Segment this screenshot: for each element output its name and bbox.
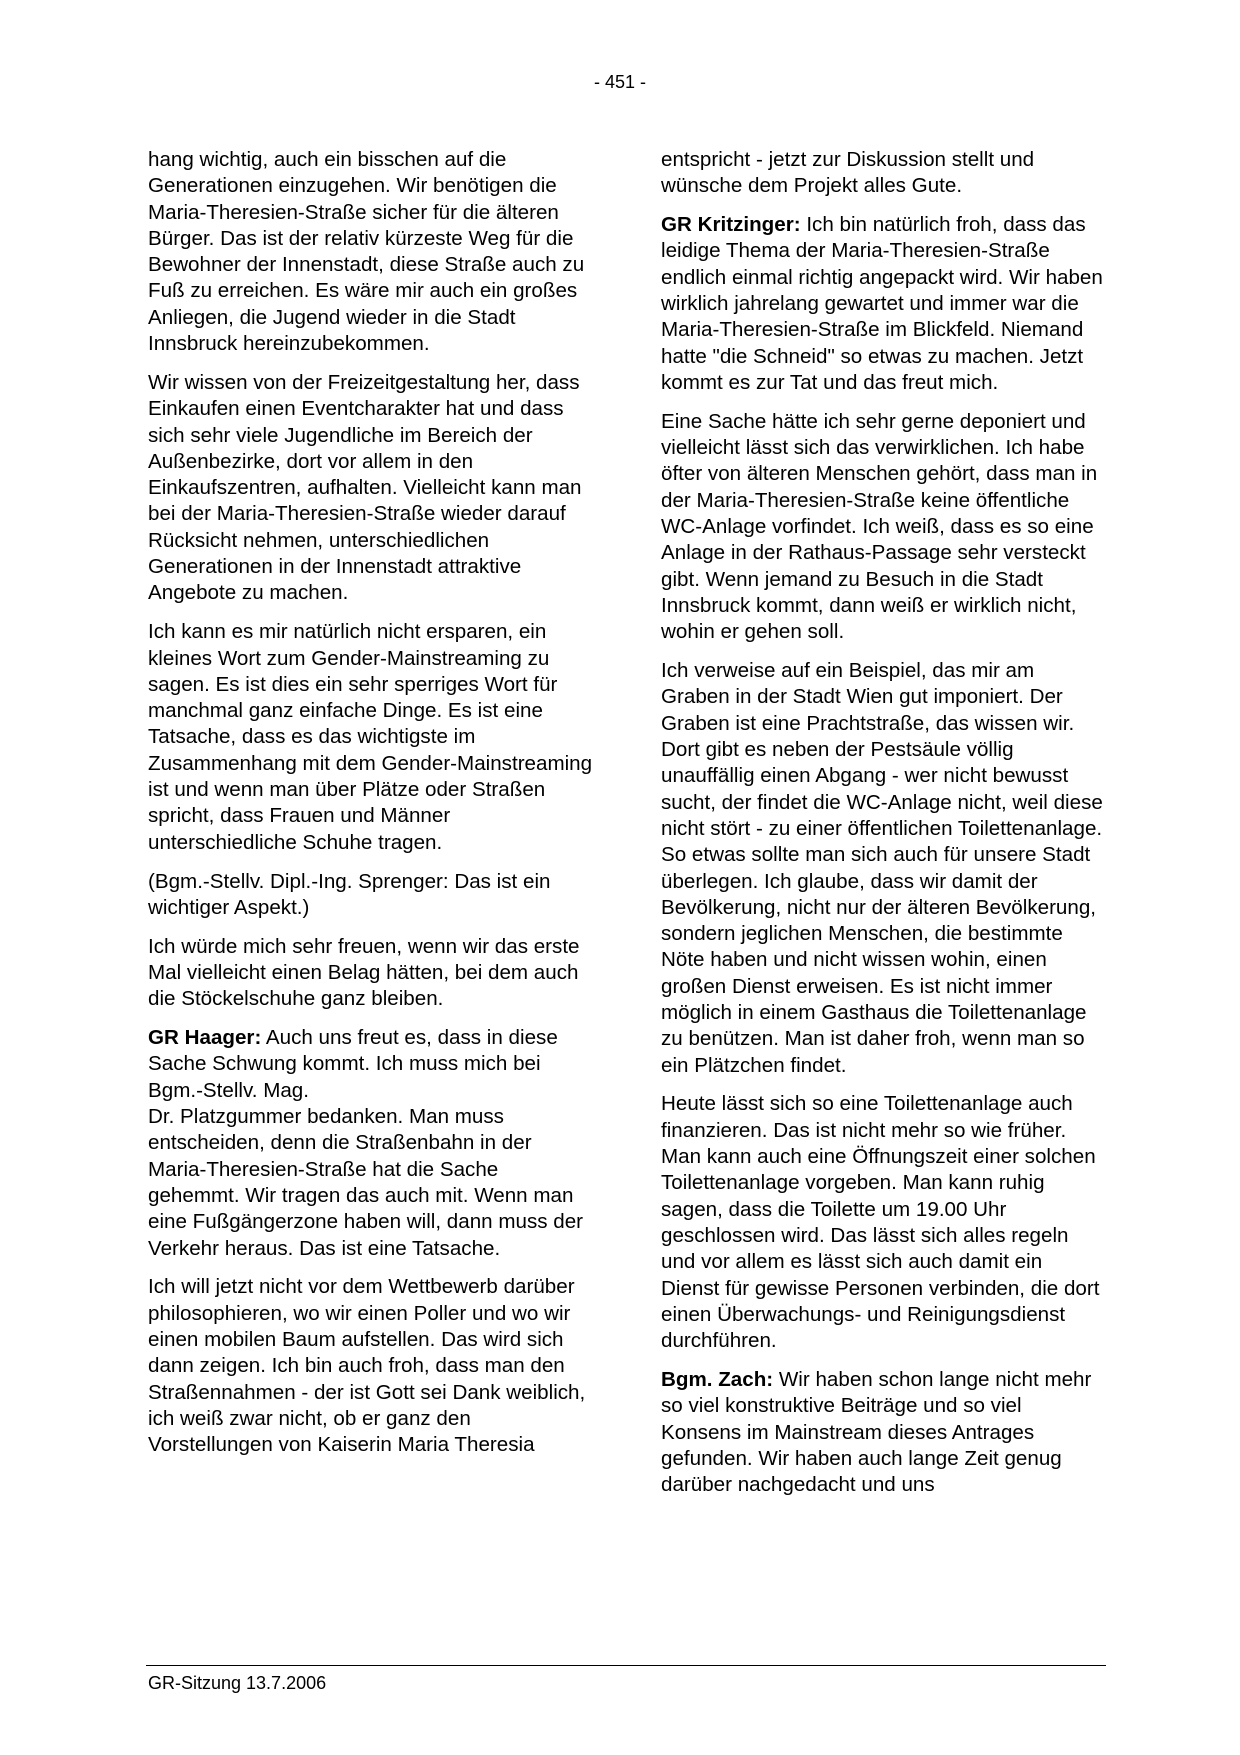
left-paragraph-4: (Bgm.-Stellv. Dipl.-Ing. Sprenger: Das ist ein wichtiger Aspekt.): [148, 869, 551, 919]
right-paragraph-4: Ich verweise auf ein Beispiel, das mir am Graben in der Stadt Wien gut imponiert. Der Graben ist eine Prachtstraße, das wissen wir. Dort gibt es neben der Pestsäule völlig unauffällig einen Abgang - wer nicht bewusst sucht, der findet die WC-Anlage nicht, weil diese nicht stört - zu einer öffentlichen Toilettenanlage. So etwas sollte man sich auch für unsere Stadt überlegen. Ich glaube, dass wir damit der Bevölkerung, nicht nur der älteren Bevölkerung, sondern jeglichen Menschen, die bestimmte Nöte haben und nicht wissen wohin, einen großen Dienst erweisen. Es ist nicht immer möglich in einem Gasthaus die Toilettenanlage zu benützen. Man ist daher froh, wenn man so ein Plätzchen findet.: [661, 659, 1103, 1077]
speaker-name: GR Haager:: [148, 1026, 262, 1050]
left-paragraph-1: hang wichtig, auch ein bisschen auf die Generationen einzugehen. Wir benötigen die Maria-Theresien-Straße sicher für die älteren Bürger. Das ist der relativ kürzeste Weg für die Bewohner der Innenstadt, diese Straße auch zu Fuß zu erreichen. Es wäre mir auch ein großes Anliegen, die Jugend wieder in die Stadt Innsbruck hereinzubekommen.: [148, 148, 585, 356]
speaker-name: GR Kritzinger:: [661, 213, 801, 237]
speech-text: Wir haben schon lange nicht mehr so viel konstruktive Beiträge und so viel Konsens im Mainstream dieses Antrages gefunden. Wir haben auch lange Zeit genug darüber nachgedacht und uns: [661, 1368, 1092, 1497]
left-paragraph-7: Ich will jetzt nicht vor dem Wettbewerb darüber philosophieren, wo wir einen Poller und wo wir einen mobilen Baum aufstellen. Das wird sich dann zeigen. Ich bin auch froh, dass man den Straßennahmen - der ist Gott sei Dank weiblich, ich weiß zwar nicht, ob er ganz den Vorstellungen von Kaiserin Maria Theresia: [148, 1275, 586, 1457]
footer-session-label: GR-Sitzung 13.7.2006: [148, 1673, 327, 1693]
page-number: - 451 -: [593, 72, 647, 92]
left-paragraph-3: Ich kann es mir natürlich nicht ersparen, ein kleines Wort zum Gender-Mainstreaming zu sagen. Es ist dies ein sehr sperriges Wort für manchmal ganz einfache Dinge. Es ist eine Tatsache, dass es das wichtigste im Zusammenhang mit dem Gender-Mainstreaming ist und wenn man über Plätze oder Straßen spricht, dass Frauen und Männer unterschiedliche Schuhe tragen.: [148, 620, 593, 854]
speech-text: Ich bin natürlich froh, dass das leidige Thema der Maria-Theresien-Straße endlich einmal richtig angepackt wird. Wir haben wirklich jahrelang gewartet und immer war die Maria-Theresien-Straße im Blickfeld. Niemand hatte "die Schneid" so etwas zu machen. Jetzt kommt es zur Tat und das freut mich.: [661, 213, 1103, 394]
right-paragraph-2: [661, 212, 1106, 396]
footer-divider: [146, 1665, 1106, 1666]
left-paragraph-6: [148, 1025, 593, 1262]
right-column: [661, 147, 1106, 1511]
left-paragraph-2: Wir wissen von der Freizeitgestaltung her, dass Einkaufen einen Eventcharakter hat und dass sich sehr viele Jugendliche im Bereich der Außenbezirke, dort vor allem in den Einkaufszentren, aufhalten. Vielleicht kann man bei der Maria-Theresien-Straße wieder darauf Rücksicht nehmen, unterschiedlichen Generationen in der Innenstadt attraktive Angebote zu machen.: [148, 370, 582, 605]
speaker-name: Bgm. Zach:: [661, 1368, 774, 1392]
speech-text: Auch uns freut es, dass in diese Sache Schwung kommt. Ich muss mich bei Bgm.-Stellv. Mag.: [148, 1026, 558, 1102]
left-column: [148, 147, 593, 1471]
right-paragraph-3: Eine Sache hätte ich sehr gerne deponiert und vielleicht lässt sich das verwirklichen. Ich habe öfter von älteren Menschen gehört, dass man in der Maria-Theresien-Straße keine öffentliche WC-Anlage vorfindet. Ich weiß, dass es so eine Anlage in der Rathaus-Passage sehr versteckt gibt. Wenn jemand zu Besuch in die Stadt Innsbruck kommt, dann weiß er wirklich nicht, wohin er gehen soll.: [661, 409, 1098, 644]
right-paragraph-1: entspricht - jetzt zur Diskussion stellt und wünsche dem Projekt alles Gute.: [661, 148, 1035, 198]
left-paragraph-5: Ich würde mich sehr freuen, wenn wir das erste Mal vielleicht einen Belag hätten, bei dem auch die Stöckelschuhe ganz bleiben.: [148, 934, 580, 1011]
right-paragraph-5: Heute lässt sich so eine Toilettenanlage auch finanzieren. Das ist nicht mehr so wie früher. Man kann auch eine Öffnungszeit einer solchen Toilettenanlage vorgeben. Man kann ruhig sagen, dass die Toilette um 19.00 Uhr geschlossen wird. Das lässt sich alles regeln und vor allem es lässt sich auch damit ein Dienst für gewisse Personen verbinden, die dort einen Überwachungs- und Reinigungsdienst durchführen.: [661, 1092, 1100, 1353]
speech-text-continued: Dr. Platzgummer bedanken. Man muss entscheiden, denn die Straßenbahn in der Maria-Theresien-Straße hat die Sache gehemmt. Wir tragen das auch mit. Wenn man eine Fußgängerzone haben will, dann muss der Verkehr heraus. Das ist eine Tatsache.: [148, 1105, 584, 1260]
right-paragraph-6: [661, 1367, 1106, 1498]
